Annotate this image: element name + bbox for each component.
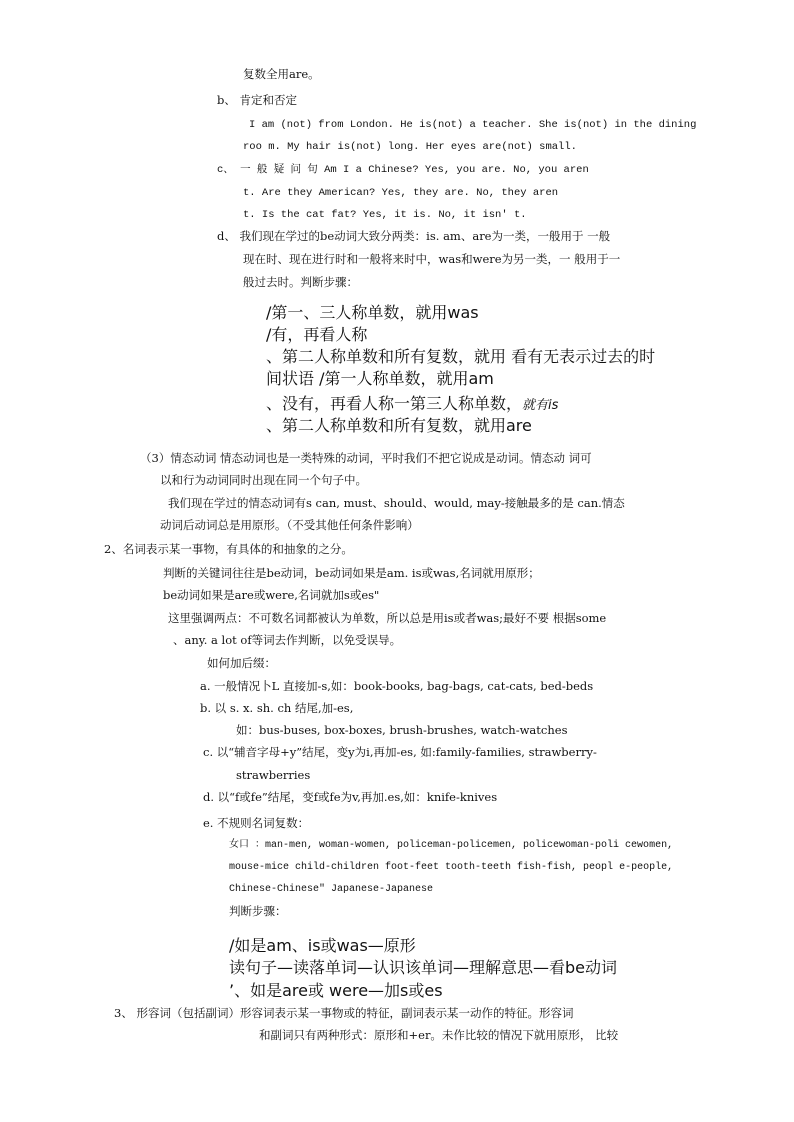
- text-line: 这里强调两点：不可数名词都被认为单数，所以总是用is或者was;最好不要 根据some: [168, 611, 607, 625]
- list-item: d. 以“f或fe”结尾，变f或fe为v,再加.es,如：knife-knives: [203, 790, 498, 804]
- text-line: 判断步骤：: [229, 904, 287, 918]
- section-heading: 3、 形容词（包括副词）形容词表示某一事物或的特征，副词表示某一动作的特征。形容词: [114, 1006, 574, 1020]
- text-line: c、 一 般 疑 问 句 Am I a Chinese? Yes, you are. No, you aren: [217, 164, 589, 176]
- text-line: 、any. a lot of等词去作判断，以免受误导。: [173, 633, 402, 647]
- list-item: e. 不规则名词复数：: [203, 816, 310, 830]
- text-line: 以和行为动词同时出现在同一个句子中。: [160, 473, 367, 487]
- text-line: t. Is the cat fat? Yes, it is. No, it isn' t.: [243, 209, 527, 221]
- section-heading: （3）情态动词 情态动词也是一类特殊的动词，平时我们不把它说成是动词。情态动 词可: [140, 451, 592, 465]
- flow-line: ’、如是are或 were—加s或es: [229, 981, 443, 1000]
- text-line: be动词如果是are或were,名词就加s或es": [163, 588, 380, 602]
- text-line: 女口 ：man-men, woman-women, policeman-policemen, policewoman-poli cewomen,: [229, 840, 674, 851]
- text-line: roo m. My hair is(not) long. Her eyes are(not) small.: [243, 141, 577, 153]
- text-line: 般过去时。判断步骤：: [243, 275, 358, 289]
- list-item: b. 以 s. x. sh. ch 结尾,加-es,: [200, 701, 354, 715]
- text-line: 如何加后缀：: [207, 656, 276, 670]
- flow-text-italic: 就有is: [522, 398, 559, 413]
- flow-line: 、第二人称单数和所有复数，就用 看有无表示过去的时: [266, 347, 656, 366]
- text-line: 我们现在学过的情态动词有s can, must、should、would, may-接触最多的是 can.情态: [168, 496, 625, 510]
- section-heading: 2、名词表示某一事物，有具体的和抽象的之分。: [104, 542, 353, 556]
- flow-line: /如是am、is或was—原形: [229, 936, 416, 955]
- text-line: t. Are they American? Yes, they are. No, they aren: [243, 187, 559, 199]
- text-line: 复数全用are。: [243, 67, 320, 81]
- text-line: 和副词只有两种形式：原形和+er。未作比较的情况下就用原形， 比较: [259, 1028, 619, 1042]
- list-item: c. 以“辅音字母+y”结尾，变y为i,再加-es, 如:family-families, strawberry-: [203, 745, 597, 759]
- flow-line: 间状语 /第一人称单数，就用am: [266, 369, 494, 388]
- text-line: 动词后动词总是用原形。（不受其他任何条件影响）: [160, 518, 419, 532]
- section-heading: b、 肯定和否定: [217, 93, 298, 107]
- flow-line: /第一、三人称单数，就用was: [266, 303, 479, 322]
- flow-line: 读句子—读落单词—认识该单词—理解意思—看be动词: [229, 958, 618, 977]
- text-line: Chinese-Chinese" Japanese-Japanese: [229, 884, 434, 895]
- flow-line: /有，再看人称: [266, 325, 368, 344]
- text-line: I am (not) from London. He is(not) a teacher. She is(not) in the dining: [249, 119, 697, 131]
- text-line: d、 我们现在学过的be动词大致分两类：is. am、are为一类，一般用于 一般: [217, 229, 611, 243]
- flow-line: [266, 393, 558, 417]
- text-line: mouse-mice child-children foot-feet tooth-teeth fish-fish, peopl e-people,: [229, 862, 674, 873]
- text-line: 如：bus-buses, box-boxes, brush-brushes, watch-watches: [236, 723, 568, 737]
- text-line: 现在时、现在进行时和一般将来时中，was和were为另一类，一 般用于一: [243, 252, 621, 266]
- flow-line: 、第二人称单数和所有复数，就用are: [266, 416, 532, 435]
- list-item: a. 一般情况卜L 直接加-s,如：book-books, bag-bags, cat-cats, bed-beds: [200, 679, 594, 693]
- flow-text: 、没有，再看人称一第三人称单数，: [266, 394, 523, 413]
- text-line: strawberries: [236, 768, 311, 782]
- text-line: 判断的关键词往往是be动词，be动词如果是am. is或was,名词就用原形；: [163, 566, 540, 580]
